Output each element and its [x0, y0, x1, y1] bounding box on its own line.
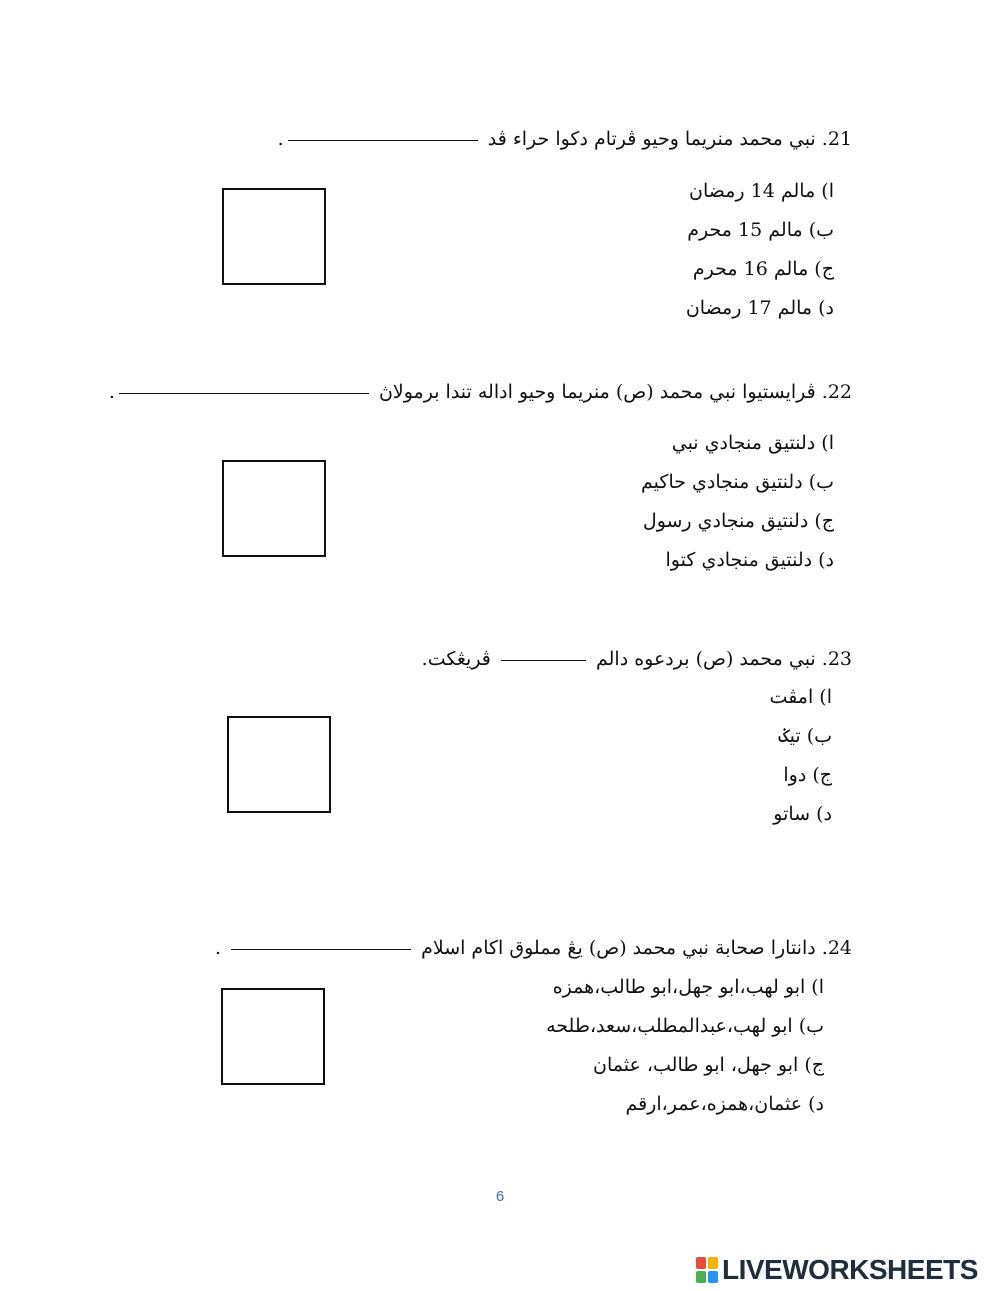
- question-text-end: .: [108, 381, 115, 403]
- option-c: ج) دلنتيق منجادي رسول: [642, 510, 834, 532]
- option-d: د) عثمان،همزه،عمر،ارقم: [625, 1093, 824, 1115]
- answer-box-23[interactable]: [227, 716, 331, 813]
- question-number: 21.: [821, 128, 852, 150]
- question-text: دانتارا صحابة نبي محمد (ص) يڠ مملوق اکام اسلام: [421, 937, 816, 959]
- option-a: ا) مالم 14 رمضان: [689, 180, 834, 202]
- liveworksheets-logo-icon: [696, 1257, 718, 1283]
- logo-square: [696, 1271, 706, 1283]
- answer-box-24[interactable]: [221, 988, 325, 1085]
- option-b: ب) دلنتيق منجادي حاکيم: [641, 471, 834, 493]
- question-text-end: .: [277, 128, 284, 150]
- brand-watermark[interactable]: [696, 1252, 978, 1288]
- option-d: د) ساتو: [773, 803, 832, 825]
- logo-square: [708, 1271, 718, 1283]
- question-23: [252, 648, 852, 670]
- option-d: د) دلنتيق منجادي کتوا: [665, 549, 834, 571]
- question-number: 23.: [821, 648, 852, 670]
- answer-blank: [231, 948, 411, 950]
- question-number: 24.: [821, 937, 852, 959]
- answer-blank: [501, 659, 586, 661]
- question-21: [252, 128, 852, 150]
- answer-blank: [119, 392, 369, 394]
- option-a: ا) دلنتيق منجادي نبي: [671, 432, 834, 454]
- option-d: د) مالم 17 رمضان: [685, 297, 834, 319]
- question-text: نبي محمد منريما وحيو ڤرتام دکوا حراء ڤد: [487, 128, 816, 150]
- question-24: [214, 937, 852, 959]
- question-22: [108, 381, 852, 403]
- options-21: [686, 172, 834, 328]
- answer-blank: [288, 139, 478, 141]
- option-a: ا) امڤت: [769, 686, 832, 708]
- options-23: [770, 678, 832, 834]
- logo-square: [708, 1257, 718, 1269]
- options-24: [546, 968, 824, 1124]
- option-c: ج) دوا: [783, 764, 832, 786]
- question-text: ڤرايستيوا نبي محمد (ص) منريما وحيو اداله تندا برمولاڽ: [378, 381, 816, 403]
- answer-box-22[interactable]: [222, 460, 326, 557]
- question-text-end: .: [214, 937, 221, 959]
- question-number: 22.: [821, 381, 852, 403]
- option-b: ب) تيݢ: [778, 725, 832, 747]
- logo-square: [696, 1257, 706, 1269]
- brand-name: LIVEWORKSHEETS: [722, 1254, 978, 1285]
- question-text: نبي محمد (ص) بردعوه دالم: [595, 648, 816, 670]
- option-b: ب) ابو لهب،عبدالمطلب،سعد،طلحه: [546, 1015, 824, 1037]
- option-c: ج) مالم 16 محرم: [692, 258, 834, 280]
- question-text-end: ڤريڠکت.: [421, 648, 491, 670]
- option-c: ج) ابو جهل، ابو طالب، عثمان: [593, 1054, 824, 1076]
- page-number: 6: [495, 1188, 505, 1205]
- option-b: ب) مالم 15 محرم: [687, 219, 834, 241]
- option-a: ا) ابو لهب،ابو جهل،ابو طالب،همزه: [552, 976, 824, 998]
- options-22: [641, 424, 834, 580]
- answer-box-21[interactable]: [222, 188, 326, 285]
